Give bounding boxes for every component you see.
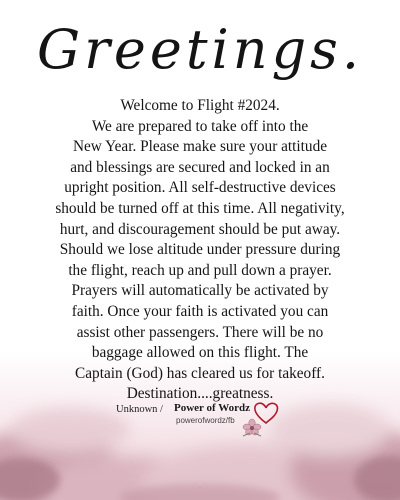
message-line: Welcome to Flight #2024. xyxy=(120,97,280,114)
message-line: and blessings are secured and locked in an xyxy=(70,158,330,176)
message-line: Prayers will automatically be activated by xyxy=(71,282,329,300)
title-heading xyxy=(0,14,400,86)
brand-name: Power of Wordz xyxy=(174,402,250,414)
author-attribution: Unknown / xyxy=(116,404,163,415)
message-line: baggage allowed on this flight. The xyxy=(91,344,309,362)
message-line: hurt, and discouragement should be put away. xyxy=(59,220,341,238)
message-body xyxy=(0,96,400,405)
message-line: Captain (God) has cleared us for takeoff. xyxy=(75,364,325,382)
message-line: Destination....greatness. xyxy=(126,385,274,403)
message-line: the flight, reach up and pull down a prayer. xyxy=(68,261,332,279)
brand-url: powerofwordz/fb xyxy=(176,416,235,425)
message-line: should be turned off at this time. All negativity, xyxy=(55,199,345,217)
message-line: We are prepared to take off into the xyxy=(91,117,309,135)
message-line: assist other passengers. There will be no xyxy=(76,323,324,341)
message-line: Should we lose altitude under pressure during xyxy=(59,241,341,259)
message-line: New Year. Please make sure your attitude xyxy=(72,138,328,156)
title-text: Greetings xyxy=(36,18,342,81)
footer-credit xyxy=(112,400,302,444)
title-punctuation: . xyxy=(341,18,364,81)
message-line: upright position. All self-destructive devices xyxy=(64,179,336,197)
flower-icon xyxy=(240,418,264,438)
message-line: faith. Once your faith is activated you can xyxy=(71,302,329,320)
